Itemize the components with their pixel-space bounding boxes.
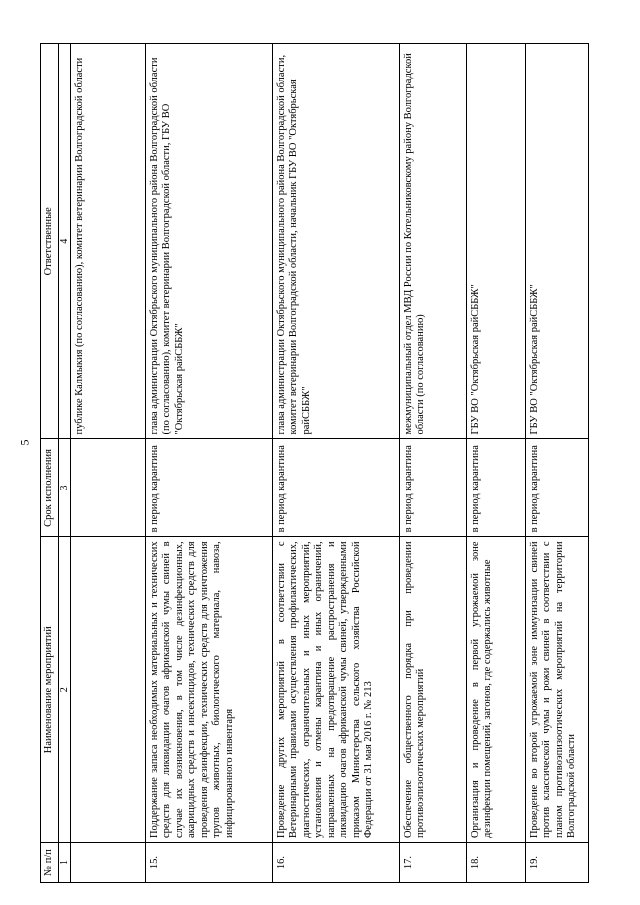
row-term xyxy=(70,439,145,537)
row-responsible: глава администрации Октябрьского муниципального района Волгоградской области, комитет ветеринарии Волгоградской области, начальник ГБУ ВО "Октябрьская райСББЖ" xyxy=(272,44,399,439)
measures-table xyxy=(40,43,589,883)
table-row xyxy=(145,44,272,883)
column-index: 1 xyxy=(58,843,70,883)
page-number: 5 xyxy=(17,439,32,446)
header-name: Наименование мероприятий xyxy=(41,537,59,843)
header-num: № п/п xyxy=(41,843,59,883)
row-term: в период карантина xyxy=(466,439,525,537)
row-measure: Обеспечение общественного порядка при проведении противоэпизоотических мероприятий xyxy=(399,537,466,843)
row-term: в период карантина xyxy=(525,439,588,537)
row-measure: Проведение других мероприятий в соответствии с Ветеринарными правилами осуществления профилактических, диагностических, ограничительных и иных мероприятий, установления и отмены карантина и иных ограничений, направленных на предотвращение распространения и ликвидацию очагов африканской чумы свиней, утвержденными приказом Министерства сельского хозяйства Российской Федерации от 31 мая 2016 г. № 213 xyxy=(272,537,399,843)
rotated-page-content xyxy=(40,43,610,883)
table-row xyxy=(272,44,399,883)
row-num: 17. xyxy=(399,843,466,883)
header-row xyxy=(41,44,59,883)
row-num: 18. xyxy=(466,843,525,883)
row-responsible: межмуниципальный отдел МВД России по Котельниковскому району Волгоградской области (по согласованию) xyxy=(399,44,466,439)
table-row xyxy=(525,44,588,883)
column-index: 3 xyxy=(58,439,70,537)
table-row xyxy=(466,44,525,883)
row-num: 19. xyxy=(525,843,588,883)
column-index: 2 xyxy=(58,537,70,843)
row-term: в период карантина xyxy=(399,439,466,537)
row-measure: Проведение во второй угрожаемой зоне иммунизации свиней против классической чумы и рожи свиней в соответствии с планом противоэпизоотических мероприятий на территории Волгоградской области xyxy=(525,537,588,843)
header-term: Срок исполнения xyxy=(41,439,59,537)
row-responsible: глава администрации Октябрьского муниципального района Волгоградской области (по согласованию), комитет ветеринарии Волгоградской области, ГБУ ВО "Октябрьская райСББЖ" xyxy=(145,44,272,439)
column-index: 4 xyxy=(58,44,70,439)
row-responsible: ГБУ ВО "Октябрьская райСББЖ" xyxy=(466,44,525,439)
row-measure: Поддержание запаса необходимых материальных и технических средств для ликвидации очагов африканской чумы свиней в случае их возникновения, в том числе дезинфекционных, акарицидных средств и инсектицидов, технических средств для проведения дезинфекции, технических средств для уничтожения трупов животных, биологического материала, навоза, инфицированного инвентаря xyxy=(145,537,272,843)
table-row-continuation xyxy=(70,44,145,883)
row-num xyxy=(70,843,145,883)
row-responsible: ГБУ ВО "Октябрьская райСББЖ" xyxy=(525,44,588,439)
table-row xyxy=(399,44,466,883)
row-term: в период карантина xyxy=(272,439,399,537)
header-responsible: Ответственные xyxy=(41,44,59,439)
column-index-row xyxy=(58,44,70,883)
row-measure xyxy=(70,537,145,843)
row-term: в период карантина xyxy=(145,439,272,537)
row-responsible: публике Калмыкия (по согласованию), комитет ветеринарии Волгоградской области xyxy=(70,44,145,439)
row-measure: Организация и проведение в первой угрожаемой зоне дезинфекции помещений, загонов, где содержались животные xyxy=(466,537,525,843)
row-num: 16. xyxy=(272,843,399,883)
row-num: 15. xyxy=(145,843,272,883)
